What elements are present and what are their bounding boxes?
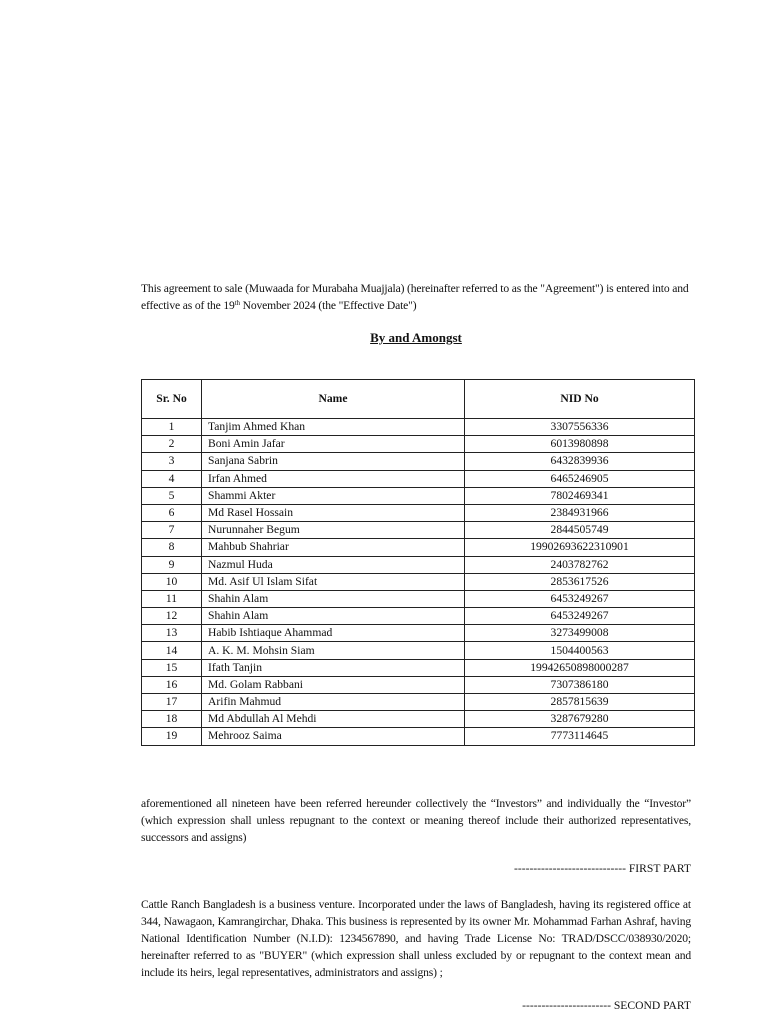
- row-name: Md. Asif Ul Islam Sifat: [202, 573, 465, 590]
- buyer-paragraph: Cattle Ranch Bangladesh is a business venture. Incorporated under the laws of Bangladesh, having its registered office at 344, Nawagaon, Kamrangirchar, Dhaka. This business is represented by its owner Mr. Mohammad Farhan Ashraf, having National Identification Number (N.I.D): 1234567890, and having Trade License No: TRAD/DSCC/038930/2020; hereinafter referred to as "BUYER" (which expression shall unless excluded by or repugnant to the context mean and include its heirs, legal representatives, administrators and assigns) ;: [141, 898, 691, 979]
- table-row: [142, 694, 695, 711]
- row-sr-no: 15: [142, 659, 202, 676]
- table-row: [142, 539, 695, 556]
- row-nid-no: 6453249267: [465, 608, 695, 625]
- row-nid-no: 7802469341: [465, 487, 695, 504]
- table-row: [142, 590, 695, 607]
- table-row: [142, 453, 695, 470]
- row-sr-no: 2: [142, 436, 202, 453]
- table-row: [142, 659, 695, 676]
- row-sr-no: 7: [142, 522, 202, 539]
- header-name: Name: [202, 380, 465, 419]
- row-sr-no: 4: [142, 470, 202, 487]
- row-name: Irfan Ahmed: [202, 470, 465, 487]
- agreement-intro: [141, 280, 691, 314]
- header-sr-no: Sr. No: [142, 380, 202, 419]
- row-nid-no: 2384931966: [465, 504, 695, 521]
- row-sr-no: 11: [142, 590, 202, 607]
- row-nid-no: 3273499008: [465, 625, 695, 642]
- intro-text: This agreement to sale (Muwaada for Murabaha Muajjala) (hereinafter referred to as the "Agreement") is entered into and effective as of the 19: [141, 282, 689, 312]
- table-row: [142, 419, 695, 436]
- row-sr-no: 19: [142, 728, 202, 745]
- row-nid-no: 19902693622310901: [465, 539, 695, 556]
- investors-paragraph: aforementioned all nineteen have been referred hereunder collectively the “Investors” and individually the “Investor” (which expression shall unless repugnant to the context or meaning thereof include their authorized representatives, successors and assigns): [141, 797, 691, 844]
- table-row: [142, 522, 695, 539]
- row-nid-no: 6432839936: [465, 453, 695, 470]
- table-row: [142, 470, 695, 487]
- investors-table-body: [142, 419, 695, 746]
- row-sr-no: 3: [142, 453, 202, 470]
- row-nid-no: 19942650898000287: [465, 659, 695, 676]
- row-sr-no: 10: [142, 573, 202, 590]
- row-name: Tanjim Ahmed Khan: [202, 419, 465, 436]
- row-name: Nurunnaher Begum: [202, 522, 465, 539]
- table-row: [142, 676, 695, 693]
- row-name: Shammi Akter: [202, 487, 465, 504]
- first-part-label: ----------------------------- FIRST PART: [514, 862, 691, 875]
- table-row: [142, 436, 695, 453]
- row-name: Ifath Tanjin: [202, 659, 465, 676]
- row-sr-no: 5: [142, 487, 202, 504]
- row-name: Mahbub Shahriar: [202, 539, 465, 556]
- row-nid-no: 6013980898: [465, 436, 695, 453]
- row-sr-no: 13: [142, 625, 202, 642]
- row-nid-no: 2853617526: [465, 573, 695, 590]
- table-row: [142, 556, 695, 573]
- intro-text-end: November 2024 (the "Effective Date"): [239, 299, 417, 312]
- row-name: Md Abdullah Al Mehdi: [202, 711, 465, 728]
- row-name: Sanjana Sabrin: [202, 453, 465, 470]
- header-nid-no: NID No: [465, 380, 695, 419]
- row-sr-no: 9: [142, 556, 202, 573]
- row-sr-no: 12: [142, 608, 202, 625]
- row-sr-no: 14: [142, 642, 202, 659]
- table-row: [142, 504, 695, 521]
- table-row: [142, 711, 695, 728]
- table-row: [142, 573, 695, 590]
- row-name: Habib Ishtiaque Ahammad: [202, 625, 465, 642]
- row-nid-no: 2857815639: [465, 694, 695, 711]
- row-name: Shahin Alam: [202, 590, 465, 607]
- row-nid-no: 2403782762: [465, 556, 695, 573]
- row-nid-no: 7307386180: [465, 676, 695, 693]
- row-name: A. K. M. Mohsin Siam: [202, 642, 465, 659]
- table-header-row: [142, 380, 695, 419]
- row-nid-no: 6465246905: [465, 470, 695, 487]
- row-name: Nazmul Huda: [202, 556, 465, 573]
- row-nid-no: 6453249267: [465, 590, 695, 607]
- row-sr-no: 8: [142, 539, 202, 556]
- row-name: Md Rasel Hossain: [202, 504, 465, 521]
- row-nid-no: 7773114645: [465, 728, 695, 745]
- row-nid-no: 2844505749: [465, 522, 695, 539]
- row-nid-no: 3287679280: [465, 711, 695, 728]
- row-name: Boni Amin Jafar: [202, 436, 465, 453]
- table-row: [142, 642, 695, 659]
- row-sr-no: 6: [142, 504, 202, 521]
- section-heading: By and Amongst: [370, 330, 462, 345]
- row-sr-no: 16: [142, 676, 202, 693]
- row-nid-no: 3307556336: [465, 419, 695, 436]
- second-part-label: ----------------------- SECOND PART: [522, 999, 691, 1012]
- table-row: [142, 625, 695, 642]
- investors-table: [141, 379, 695, 746]
- row-sr-no: 18: [142, 711, 202, 728]
- row-nid-no: 1504400563: [465, 642, 695, 659]
- date-ordinal-suffix: th: [234, 299, 240, 307]
- row-name: Arifin Mahmud: [202, 694, 465, 711]
- row-sr-no: 17: [142, 694, 202, 711]
- row-name: Shahin Alam: [202, 608, 465, 625]
- table-row: [142, 728, 695, 745]
- row-name: Md. Golam Rabbani: [202, 676, 465, 693]
- row-sr-no: 1: [142, 419, 202, 436]
- row-name: Mehrooz Saima: [202, 728, 465, 745]
- table-row: [142, 487, 695, 504]
- table-row: [142, 608, 695, 625]
